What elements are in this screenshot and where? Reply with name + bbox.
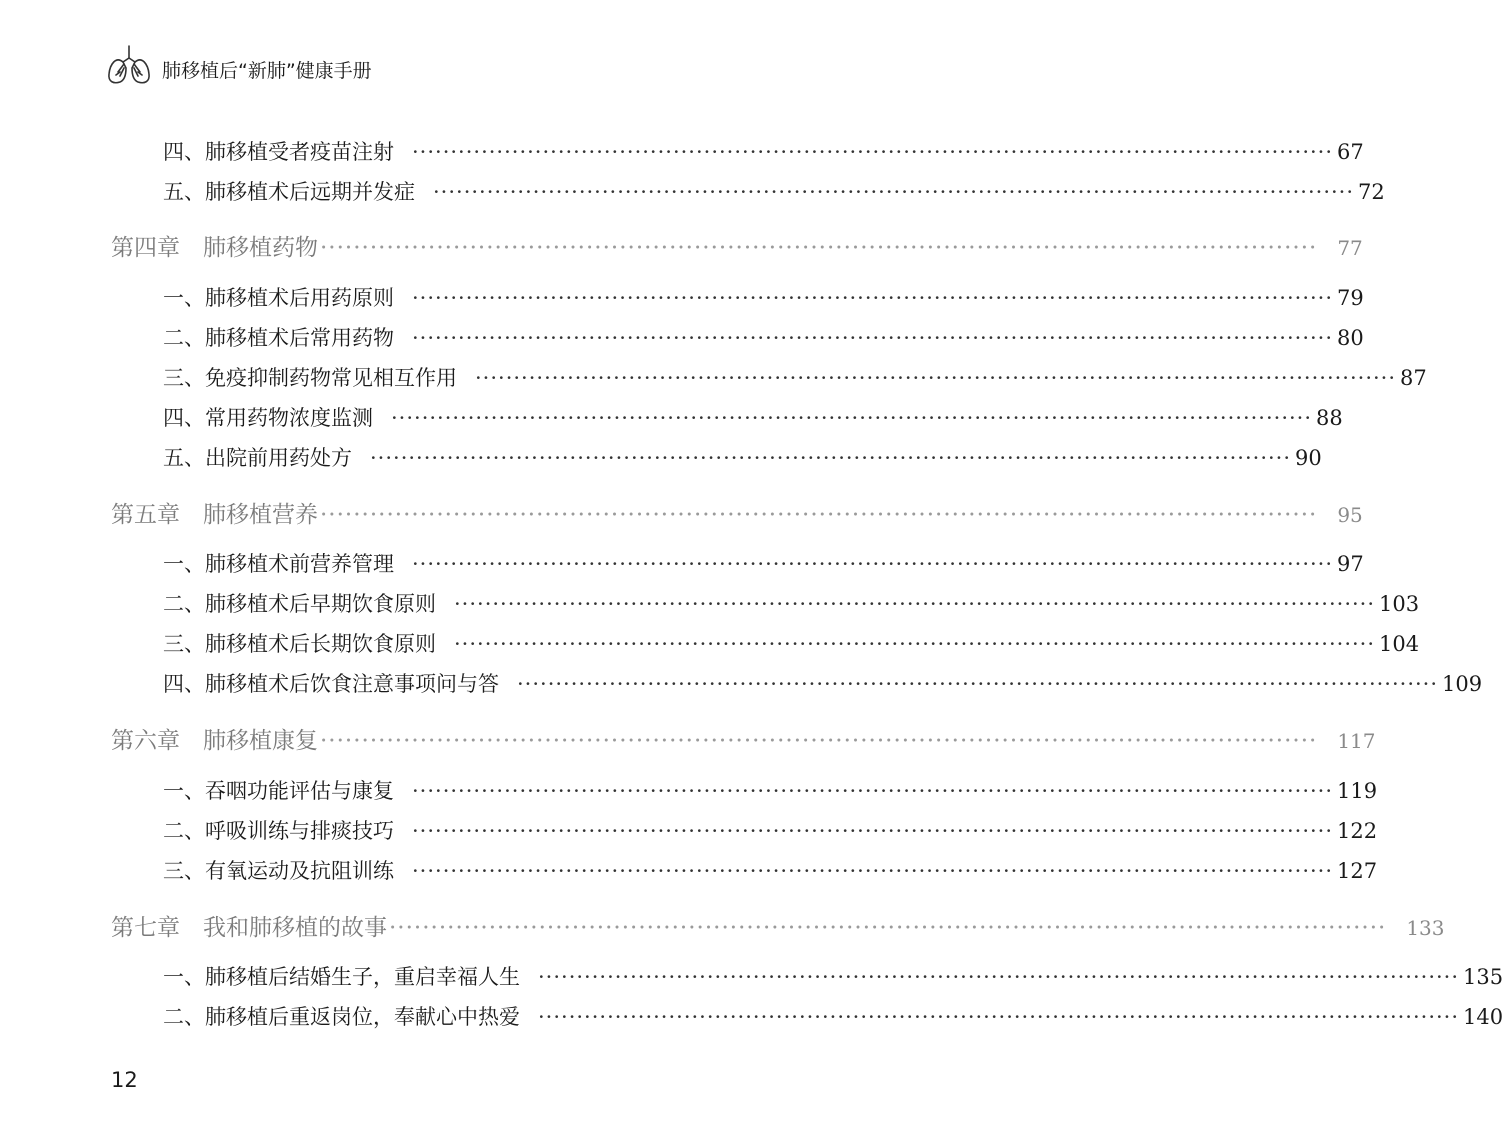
entry-title: 五、出院前用药处方 <box>163 446 352 470</box>
chapter-title: 第六章 肺移植康复 <box>111 728 318 754</box>
dot-leader: ························································································································ <box>320 235 1318 261</box>
dot-leader: ························································································································ <box>412 859 1334 883</box>
page-number-ref: 133 <box>1406 916 1445 940</box>
entry-title: 一、肺移植术前营养管理 <box>163 552 394 576</box>
entry-title: 四、常用药物浓度监测 <box>163 406 373 430</box>
dot-leader: ························································································································ <box>454 592 1376 616</box>
chapter-title: 第七章 我和肺移植的故事 <box>111 915 387 941</box>
dot-leader: ························································································································ <box>433 180 1355 204</box>
toc-entry <box>163 402 1343 432</box>
dot-leader: ························································································································ <box>412 140 1334 164</box>
page-number-ref: 79 <box>1337 286 1364 310</box>
entry-title: 四、肺移植受者疫苗注射 <box>163 140 394 164</box>
dot-leader: ························································································································ <box>412 819 1334 843</box>
dot-leader: ························································································································ <box>517 672 1439 696</box>
dot-leader: ························································································································ <box>412 552 1334 576</box>
dot-leader: ························································································································ <box>320 728 1318 754</box>
page-number-ref: 88 <box>1316 406 1343 430</box>
toc-entry <box>163 362 1427 392</box>
toc-chapter <box>111 909 1445 942</box>
dot-leader: ························································································································ <box>412 779 1334 803</box>
dot-leader: ························································································································ <box>370 446 1292 470</box>
toc-entry <box>163 282 1364 312</box>
toc-entry <box>163 588 1420 618</box>
entry-title: 一、肺移植术后用药原则 <box>163 286 394 310</box>
toc-entry <box>163 855 1378 885</box>
dot-leader: ························································································································ <box>412 326 1334 350</box>
toc-entry <box>163 668 1483 698</box>
page-number-ref: 80 <box>1337 326 1364 350</box>
dot-leader: ························································································································ <box>412 286 1334 310</box>
entry-title: 二、肺移植术后早期饮食原则 <box>163 592 436 616</box>
page-number-ref: 90 <box>1295 446 1322 470</box>
toc-chapter <box>111 229 1363 262</box>
page-number-ref: 77 <box>1337 236 1363 260</box>
toc-entry <box>163 961 1503 991</box>
entry-title: 一、吞咽功能评估与康复 <box>163 779 394 803</box>
toc-entry <box>163 628 1420 658</box>
entry-title: 三、有氧运动及抗阻训练 <box>163 859 394 883</box>
entry-title: 三、肺移植术后长期饮食原则 <box>163 632 436 656</box>
page-number-ref: 135 <box>1463 965 1503 989</box>
chapter-title: 第五章 肺移植营养 <box>111 502 318 528</box>
page-number-ref: 95 <box>1337 503 1363 527</box>
toc-entry <box>163 775 1378 805</box>
toc-chapter <box>111 496 1363 529</box>
dot-leader: ························································································································ <box>538 1005 1460 1029</box>
toc-entry <box>163 815 1378 845</box>
header-title: 肺移植后“新肺”健康手册 <box>162 60 372 82</box>
toc-entry <box>163 176 1385 206</box>
entry-title: 二、呼吸训练与排痰技巧 <box>163 819 394 843</box>
dot-leader: ························································································································ <box>454 632 1376 656</box>
chapter-title: 第四章 肺移植药物 <box>111 235 318 261</box>
page-number-ref: 72 <box>1358 180 1385 204</box>
page-number: 12 <box>111 1068 138 1092</box>
entry-title: 一、肺移植后结婚生子，重启幸福人生 <box>163 965 520 989</box>
page-number-ref: 67 <box>1337 140 1364 164</box>
page-number-ref: 119 <box>1337 779 1378 803</box>
page-number-ref: 140 <box>1463 1005 1503 1029</box>
entry-title: 五、肺移植术后远期并发症 <box>163 180 415 204</box>
page-number-ref: 104 <box>1379 632 1420 656</box>
page-number-ref: 103 <box>1379 592 1420 616</box>
toc-chapter <box>111 722 1376 755</box>
page-number-ref: 109 <box>1442 672 1483 696</box>
dot-leader: ························································································································ <box>475 366 1397 390</box>
toc-entry <box>163 442 1322 472</box>
entry-title: 四、肺移植术后饮食注意事项问与答 <box>163 672 499 696</box>
page-number-ref: 122 <box>1337 819 1378 843</box>
dot-leader: ························································································································ <box>320 502 1318 528</box>
dot-leader: ························································································································ <box>391 406 1313 430</box>
entry-title: 二、肺移植术后常用药物 <box>163 326 394 350</box>
page-number-ref: 87 <box>1400 366 1427 390</box>
entry-title: 二、肺移植后重返岗位，奉献心中热爱 <box>163 1005 520 1029</box>
toc-entry <box>163 548 1364 578</box>
page-number-ref: 117 <box>1337 729 1376 753</box>
toc-entry <box>163 322 1364 352</box>
page-number-ref: 127 <box>1337 859 1378 883</box>
page-number-ref: 97 <box>1337 552 1364 576</box>
dot-leader: ························································································································ <box>389 915 1387 941</box>
toc-entry <box>163 136 1364 166</box>
toc-entry <box>163 1001 1503 1031</box>
entry-title: 三、免疫抑制药物常见相互作用 <box>163 366 457 390</box>
dot-leader: ························································································································ <box>538 965 1460 989</box>
